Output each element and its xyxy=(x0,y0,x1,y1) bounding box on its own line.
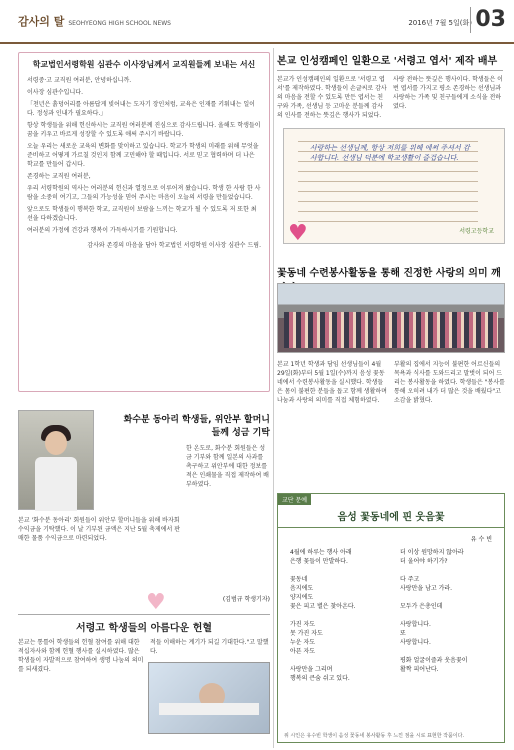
poem-box xyxy=(277,493,505,743)
student-photo xyxy=(18,410,94,510)
siblings-byline: (김범규 학생기자) xyxy=(222,596,270,603)
poem-line xyxy=(290,656,390,665)
letter-paragraph: 서령중·고 교직원 여러분, 안녕하십니까. xyxy=(27,77,132,84)
group-photo xyxy=(277,283,505,353)
poem-line: 또 xyxy=(400,630,406,637)
volunteer-col-2: 부활의 집에서 지능이 불편한 어르신들의 목욕과 식사를 도와드리고 말벗이 되어 드리는 봉사활동을 하였다. 학생들은 "봉사를 통해 오히려 내가 더 많은 것을 배웠다"고 소감을 밝혔다. xyxy=(394,361,505,404)
letter-title: 학교법인서령학원 심관수 이사장님께서 교직원들께 보내는 서신 xyxy=(32,60,256,69)
poem-line: 누운 자도 xyxy=(290,639,316,646)
volunteer-title: 꽃동네 수련봉사활동을 통해 진정한 사랑의 의미 깨 xyxy=(277,264,505,298)
chairman-letter xyxy=(18,52,270,392)
letter-paragraph: 우리 서령학원의 역사는 여러분의 헌신과 열정으로 이루어져 왔습니다. 학생 한 사람 한 사람을 소중히 여기고, 그들의 가능성을 믿어 주시는 마음이 오늘의 서령을 만들었습니다. xyxy=(27,185,261,201)
page-number: 03 xyxy=(470,7,506,33)
siblings-left-text: 본교 '화수분 동아리' 회원들이 위안부 할머니들을 위해 바자회 수익금을 기탁했다. 이 날 기부된 금액은 지난 5월 축제에서 판매한 물품 수익금으로 마련되었다. xyxy=(18,517,180,542)
poem-line: 더 울어야 하기가? xyxy=(400,558,448,565)
poem-line: 사랑합니다. xyxy=(400,639,431,646)
campaign-col-1: 본교가 인성캠페인의 일환으로 '서령고 엽서'를 제작하였다. 학생들이 손글씨로 감사의 마음을 전할 수 있도록 만든 엽서는 친구와 가족, 선생님 등 고마운 분들께 감사의 인사를 전하는 뜻깊은 행사가 되었다. xyxy=(277,76,387,119)
poem-line xyxy=(290,611,390,620)
poem-line: 꽃동네 xyxy=(290,576,308,583)
campaign-title: 본교 인성캠페인 일환으로 '서령고 엽서' 제작 배부 xyxy=(277,52,503,71)
letter-paragraph: 여러분의 가정에 건강과 행복이 가득하시기를 기원합니다. xyxy=(27,227,178,234)
poem-line: 가진 자도 xyxy=(290,621,316,628)
siblings-right-text: 한 온도로, 화수분 회원들은 성금 기부와 함께 일본의 사과를 촉구하고 위안부에 대한 정보를 적은 인쇄물을 직접 제작하여 배부하였다. xyxy=(186,445,269,488)
heart-icon: ♥ xyxy=(288,221,308,246)
volunteer-col-1: 본교 1학년 학생과 담임 선생님들이 4월 29일(화)부터 5월 1일(수)까지 음성 꽃동네에서 수련봉사활동을 실시했다. 학생들은 몸이 불편한 분들을 돕고 함께 생활하며 나눔과 사랑의 의미를 직접 체험하였다. xyxy=(277,361,387,404)
masthead xyxy=(18,13,171,29)
letter-paragraph: 오늘 우리는 새로운 교육의 변화를 맞이하고 있습니다. 학교가 학생의 미래를 위해 무엇을 준비하고 어떻게 가르칠 것인지 함께 고민해야 할 때입니다. 서로 믿고 협력하며 더 나은 학교를 만들어 갑시다. xyxy=(27,143,259,168)
poem-line xyxy=(400,647,500,656)
poem-line: 더 이상 원망하지 않아라 xyxy=(400,549,464,556)
poem-author: 유 수 빈 xyxy=(470,536,492,543)
poem-line xyxy=(400,566,500,575)
poem-left-column xyxy=(290,548,390,683)
poem-line xyxy=(290,566,390,575)
letter-paragraph: 존경하는 교직원 여러분, xyxy=(27,173,91,180)
poem-line: 4월에 하루는 행사 아래 xyxy=(290,549,352,556)
poem-footnote: 위 시인은 유수빈 학생이 음성 꽃동네 봉사활동 후 느낀 점을 시로 표현한 작품이다. xyxy=(284,733,465,739)
poem-line: 음지에도 xyxy=(290,585,314,592)
heart-icon: ♥ xyxy=(146,590,166,615)
poem-line: 꽃은 피고 별은 찾아온다. xyxy=(290,603,356,610)
blood-donation-photo xyxy=(148,662,270,734)
poem-line: 사랑만을 그리며 xyxy=(290,666,333,673)
poem-line: 사랑만을 남고 가라. xyxy=(400,585,453,592)
blood-right-text: 적들 이해하는 계기가 되길 기대한다."고 말했다. xyxy=(150,639,269,655)
column-divider xyxy=(273,48,274,748)
poem-line xyxy=(400,611,500,620)
masthead-title: 감사의 탈 xyxy=(18,15,65,28)
siblings-title: 화수분 동아리 학생들, 위안부 할머니들께 성금 기탁 xyxy=(123,415,270,438)
poem-right-column xyxy=(400,548,500,674)
issue-date: 2016년 7월 5일(화) xyxy=(408,19,472,27)
postcard-photo xyxy=(283,128,505,244)
letter-paragraph: 「천년은 흙덩어리를 아름답게 빚어내는 도자기 장인처럼, 교육은 인재를 키워내는 일이다. 정성과 인내가 필요하다.」 xyxy=(27,101,255,117)
poem-line: 못 가진 자도 xyxy=(290,630,323,637)
page-header xyxy=(0,0,514,44)
letter-paragraph: 앞으로도 학생들이 행복한 학교, 교직원이 보람을 느끼는 학교가 될 수 있도록 저 또한 최선을 다하겠습니다. xyxy=(27,206,257,222)
campaign-article xyxy=(277,52,503,120)
poem-line: 평화 얼굴이즐과 웃음꽃이 xyxy=(400,657,468,664)
volunteer-article xyxy=(277,360,505,405)
blood-title: 서령고 학생들의 아름다운 헌혈 xyxy=(18,614,270,634)
letter-paragraph: 항상 학생들을 위해 헌신하시는 교직원 여러분께 진심으로 감사드립니다. 올해도 학생들이 꿈을 키우고 바르게 성장할 수 있도록 애써 주시기 바랍니다. xyxy=(27,122,261,138)
poem-line: 활짝 피어난다. xyxy=(400,666,439,673)
poem-line: 양지에도 xyxy=(290,594,314,601)
poem-line: 모두가 은총인데 xyxy=(400,603,443,610)
poem-line: 은행 꽃들이 만발하다. xyxy=(290,558,348,565)
blood-left-text: 본교는 통틀어 학생들의 헌혈 참여를 위해 대한적십자사와 함께 헌혈 행사를 실시하였다. 많은 학생들이 자발적으로 참여하여 생명 나눔의 의미를 되새겼다. xyxy=(18,639,144,673)
poem-line: 아픈 자도 xyxy=(290,648,316,655)
letter-signature: 감사와 존경의 마음을 담아 학교법인 서령학원 이사장 심관수 드림. xyxy=(87,242,261,249)
letter-paragraph: 이사장 심관수입니다. xyxy=(27,89,83,96)
campaign-col-2: 사랑 전하는 뜻깊은 행사이다. 학생들은 이번 엽서를 가지고 평소 존경하는 선생님과 사랑하는 가족 및 친구들에게 소식을 전하였다. xyxy=(393,76,503,110)
poem-line: 행복의 큰숨 쉬고 있다. xyxy=(290,675,350,682)
poem-line xyxy=(400,593,500,602)
poem-tag: 교단 문예 xyxy=(278,494,311,505)
school-logo: 서령고등학교 xyxy=(459,228,494,235)
poem-title: 음성 꽃동네에 핀 웃음꽃 xyxy=(278,508,504,528)
poem-line: 사랑합니다. xyxy=(400,621,431,628)
masthead-sub: SEOHYEONG HIGH SCHOOL NEWS xyxy=(68,20,171,27)
poem-line: 다 주고 xyxy=(400,576,420,583)
postcard-handwriting: 사랑하는 선생님께, 항상 저희를 위해 애써 주셔서 감사합니다. 선생님 덕분에 학교생활이 즐겁습니다. xyxy=(310,144,470,162)
